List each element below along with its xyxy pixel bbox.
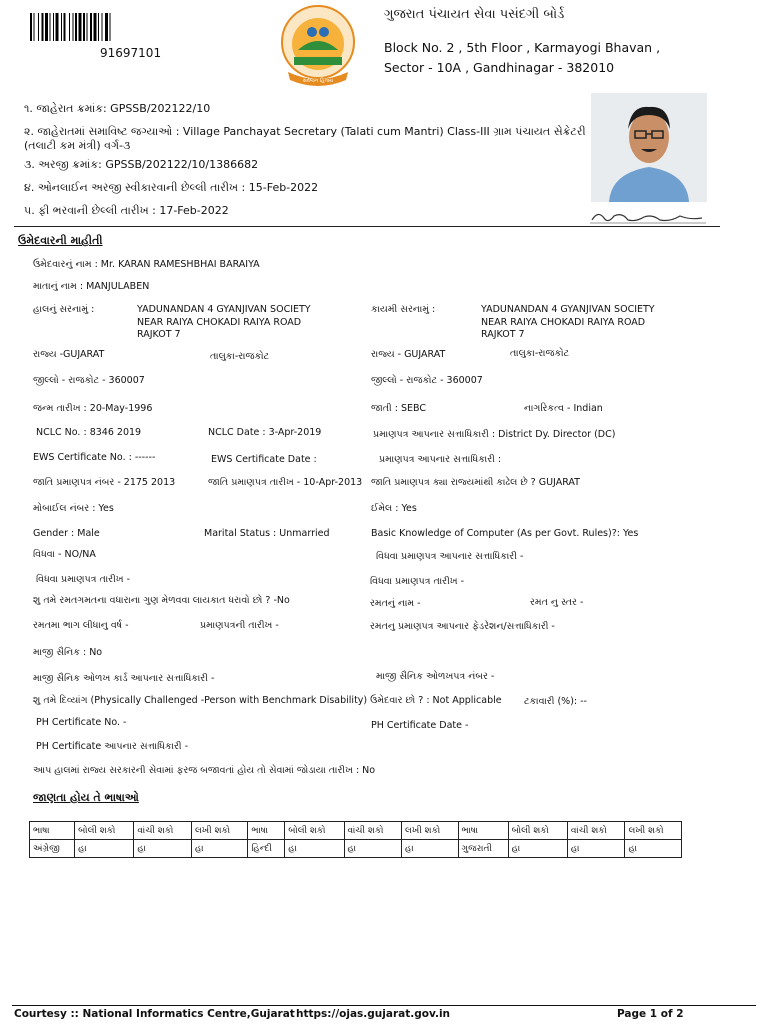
ews-certificate-date: EWS Certificate Date : [211, 454, 317, 465]
government-service: આપ હાલમાં રાજ્ય સરકારની સેવામાં ફરજ બજાવતાં હોય તો સેવામાં જોડાયા તારીખ : No [33, 765, 376, 776]
permanent-address-line2: NEAR RAIYA CHOKADI RAIYA ROAD [481, 317, 646, 328]
last-apply-date: ૪. ઓનલાઈન અરજી સ્વીકારવાની છેલ્લી તારીખ : 15-Feb-2022 [24, 181, 319, 194]
table-header: વાંચી શકો [567, 822, 625, 840]
section-languages-title: જાણતા હોય તે ભાષાઓ [33, 791, 139, 804]
sports-year: રમતમા ભાગ લીધાનુ વર્ષ - [33, 620, 129, 631]
ph-authority: PH Certificate આપનાર સત્તાધિકારી - [36, 741, 189, 752]
sports-level: રમત નુ સ્તર - [530, 597, 584, 608]
barcode [30, 13, 173, 41]
permanent-address-label: કાયમી સરનામું : [371, 304, 436, 315]
permanent-address-line3: RAJKOT 7 [481, 329, 525, 340]
marital-status: Marital Status : Unmarried [204, 528, 330, 539]
table-cell: હા [402, 840, 458, 858]
footer-page-number: Page 1 of 2 [617, 1008, 684, 1020]
state-current: રાજ્ય -GUJARAT [33, 349, 105, 360]
caste-certificate-date: જાતિ પ્રમાણપત્ર તારીખ - 10-Apr-2013 [208, 477, 363, 488]
sports-authority: રમતનુ પ્રમાણપત્ર આપનાર ફેડરેશન/સત્તાધિકારી - [370, 621, 555, 632]
table-cell: હા [285, 840, 344, 858]
caste-certificate-state: જાતિ પ્રમાણપત્ર ક્યા રાજ્યમાંથી કાઢેલ છે ? GUJARAT [371, 477, 580, 488]
ph-question: શુ તમે દિવ્યાંગ (Physically Challenged -Person with Benchmark Disability) ઉમેદવાર છો ? : Not Applicable [33, 695, 502, 706]
current-address-label: હાલનું સરનામું : [33, 304, 95, 315]
barcode-number: 91697101 [100, 46, 162, 60]
table-cell: હા [567, 840, 625, 858]
caste-certificate-number: જાતિ પ્રમાણપત્ર નંબર - 2175 2013 [33, 477, 176, 488]
ph-certificate-number: PH Certificate No. - [36, 717, 127, 728]
languages-table [29, 821, 682, 858]
date-of-birth: જન્મ તારીખ : 20-May-1996 [33, 403, 153, 414]
table-cell: ગુજરાતી [458, 840, 508, 858]
nationality: નાગરિકત્વ - Indian [524, 403, 603, 414]
widow: વિધવા - NO/NA [33, 549, 96, 560]
table-cell: હિન્દી [248, 840, 285, 858]
table-header: લખી શકો [625, 822, 682, 840]
ex-army-authority: માજી સૈનિક ઓળખ કાર્ડ આપનાર સત્તાધિકારી - [33, 673, 215, 684]
advert-posts: ૨. જાહેરાતમાં સમાવિષ્ટ જગ્યાઓ : Village Panchayat Secretary (Talati cum Mantri) Class-III ગ્રામ પંચાયત સેક્રેટરી [24, 125, 586, 138]
section-candidate-title: ઉમેદવારની માહીતી [18, 234, 103, 247]
last-fee-date: ૫. ફી ભરવાની છેલ્લી તારીખ : 17-Feb-2022 [24, 204, 229, 217]
permanent-address-line1: YADUNANDAN 4 GYANJIVAN SOCIETY [481, 304, 655, 315]
computer-knowledge: Basic Knowledge of Computer (As per Govt. Rules)?: Yes [371, 528, 639, 539]
table-header: ભાષા [30, 822, 75, 840]
nclc-number: NCLC No. : 8346 2019 [36, 427, 142, 438]
current-address-line2: NEAR RAIYA CHOKADI RAIYA ROAD [137, 317, 302, 328]
widow-authority: વિધવા પ્રમાણપત્ર આપનાર સત્તાધિકારી - [376, 551, 524, 562]
table-cell: હા [191, 840, 247, 858]
nclc-date: NCLC Date : 3-Apr-2019 [208, 427, 322, 438]
taluka-permanent: તાલુકા-રાજકોટ [510, 348, 570, 359]
nclc-authority: પ્રમાણપત્ર આપનાર સત્તાધિકારી : District Dy. Director (DC) [373, 429, 616, 440]
footer-courtesy: Courtesy :: National Informatics Centre,Gujarat [14, 1008, 295, 1020]
table-cell: અંગ્રેજી [30, 840, 75, 858]
sports-name: રમતનું નામ - [370, 598, 421, 609]
candidate-photo [591, 93, 707, 202]
table-cell: હા [134, 840, 192, 858]
email: ઈમેલ : Yes [371, 503, 417, 514]
languages-header-row [30, 822, 682, 840]
ex-army: માજી સૈનિક : No [33, 647, 103, 658]
footer-url[interactable]: https://ojas.gujarat.gov.in [296, 1008, 451, 1020]
ex-army-id-number: માજી સૈનિક ઓળખપત્ર નંબર - [376, 671, 495, 682]
state-permanent: રાજ્ય - GUJARAT [371, 349, 446, 360]
board-address: Block No. 2 , 5th Floor , Karmayogi Bhavan , Sector - 10A , Gandhinagar - 382010 [384, 40, 661, 75]
gender: Gender : Male [33, 528, 100, 539]
sports-question: શુ તમે રમતગમતના વધારાના ગુણ મેળવવા લાયકાત ધરાવો છો ? -No [33, 595, 290, 606]
mother-name: માતાનું નામ : MANJULABEN [33, 281, 150, 292]
table-cell: હા [344, 840, 402, 858]
widow-certificate-date-left: વિધવા પ્રમાણપત્ર તારીખ - [36, 574, 131, 585]
table-cell: હા [75, 840, 134, 858]
candidate-signature [588, 208, 708, 226]
ews-certificate-number: EWS Certificate No. : ------ [33, 452, 156, 463]
taluka-current: તાલુકા-રાજકોટ [210, 351, 270, 362]
table-header: ભાષા [248, 822, 285, 840]
current-address-line1: YADUNANDAN 4 GYANJIVAN SOCIETY [137, 304, 311, 315]
widow-certificate-date-right: વિધવા પ્રમાણપત્ર તારીખ - [370, 576, 465, 587]
district-current: જીલ્લો - રાજકોટ - 360007 [33, 375, 145, 386]
table-header: ભાષા [458, 822, 508, 840]
advert-posts-cont: (તલાટી કમ મંત્રી) વર્ગ-૩ [24, 139, 131, 152]
ph-certificate-date: PH Certificate Date - [371, 720, 469, 731]
table-header: વાંચી શકો [134, 822, 192, 840]
divider [14, 226, 720, 227]
table-row [30, 840, 682, 858]
table-header: લખી શકો [191, 822, 247, 840]
application-number: ૩. અરજી ક્રમાંક: GPSSB/202122/10/1386682 [24, 158, 259, 171]
board-name: ગુજરાત પંચાયત સેવા પસંદગી બોર્ડ [384, 7, 565, 22]
table-header: બોલી શકો [285, 822, 344, 840]
advert-number: ૧. જાહેરાત ક્રમાંક: GPSSB/202122/10 [24, 102, 211, 115]
svg-text:સર્વજન હિતાય: સર્વજન હિતાય [302, 78, 334, 84]
district-permanent: જીલ્લો - રાજકોટ - 360007 [371, 375, 483, 386]
mobile: મોબાઈલ નંબર : Yes [33, 503, 114, 514]
board-logo [268, 2, 368, 90]
current-address-line3: RAJKOT 7 [137, 329, 181, 340]
candidate-name: ઉમેદવારનું નામ : Mr. KARAN RAMESHBHAI BARAIYA [33, 259, 260, 270]
ph-percentage: ટકાવારી (%): -- [524, 696, 587, 707]
table-header: લખી શકો [402, 822, 458, 840]
ews-authority: પ્રમાણપત્ર આપનાર સત્તાધિકારી : [379, 454, 502, 465]
table-header: વાંચી શકો [344, 822, 402, 840]
sports-certificate-date: પ્રમાણપત્રની તારીખ - [200, 620, 279, 631]
table-header: બોલી શકો [75, 822, 134, 840]
table-header: બોલી શકો [508, 822, 567, 840]
footer-divider [12, 1005, 756, 1006]
table-cell: હા [508, 840, 567, 858]
table-cell: હા [625, 840, 682, 858]
caste: જાતી : SEBC [371, 403, 427, 414]
